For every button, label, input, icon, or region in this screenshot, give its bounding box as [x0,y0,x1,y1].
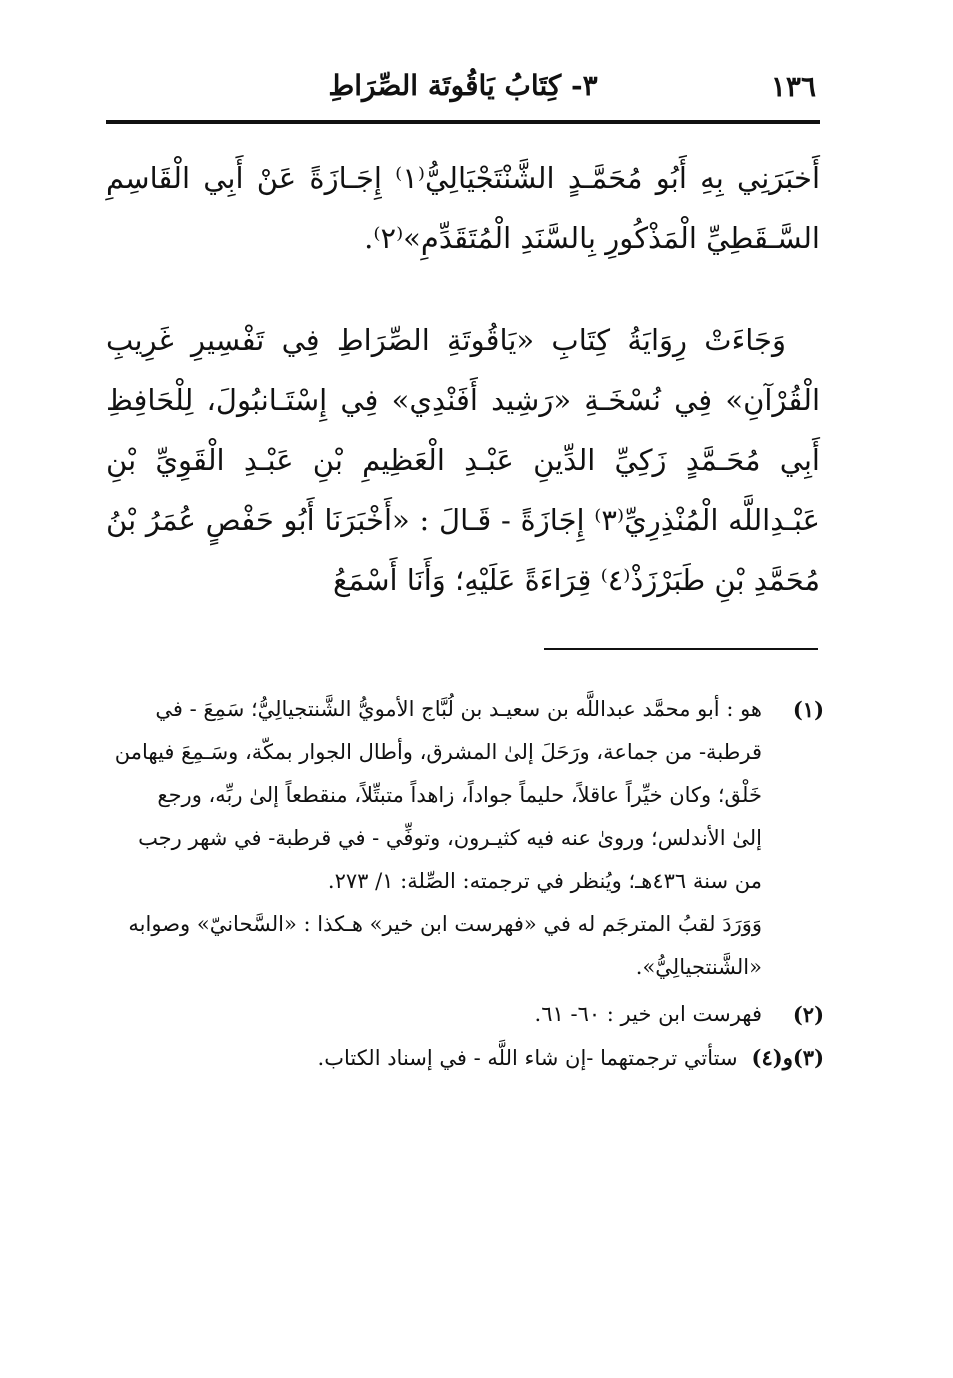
footnote-1-mark: (١) [792,697,824,722]
header-rule [106,120,820,124]
main-text [106,148,820,610]
page-number: ١٣٦ [770,70,816,103]
footnote-1-continuation-line: «الشَّنتجيالِيُّ». [635,955,762,979]
footnote-1-line: خَلْق؛ وكان خيِّراً عاقلاً، حليماً جواداً، زاهداً متبتِّلاً، منقطعاً إلىٰ ربِّه، ورجع [157,783,762,807]
footnote-1-line: هو : أبو محمَّد عبداللَّه بن سعيـد بن لُبَّاج الأمويُّ الشَّنتجيالِيُّ؛ سَمِعَ - في [155,697,762,721]
footnote-1-continuation-line: وَوَرَدَ لقبُ المترجَم له في «فهرست ابن خير» هـكذا : «السَّحانيّ» وصوابه [128,912,762,936]
footnote-1-line: إلىٰ الأندلس؛ وروىٰ عنه فيه كثيـرون، وتوفِّي - في قرطبة- في شهر رجب [138,826,762,850]
footnote-3-4-text: ستأتي ترجمتهما -إن شاء اللَّه - في إسناد الكتاب. [317,1046,738,1070]
footnote-3-4 [106,1036,824,1080]
footnote-1-line: من سنة ٤٣٦هـ؛ ويُنظر في ترجمته: الصِّلة: ١/ ٢٧٣. [327,869,762,893]
paragraph-1: أَخبَرَنِي بِهِ أَبُو مُحَمَّـدٍ الشَّنْتَجْيَالِيُّ⁽١⁾ إِجَـازَةً عَنْ أَبِي الْقَاسِمِ السَّـقَطِيِّ الْمَذْكُورِ بِالسَّنَدِ الْمُتَقَدِّمِ»⁽٢⁾. [106,161,820,255]
footnote-separator [544,648,818,650]
footnote-2 [106,993,824,1036]
footnote-2-text: فهرست ابن خير : ٦٠- ٦١. [534,1002,762,1026]
footnote-2-mark: (٢) [792,1002,824,1027]
footnote-3-4-mark: (٣)و(٤) [751,1045,824,1070]
running-title: ٣- كِتَابُ يَاقُوتَة الصِّرَاطِ [328,69,598,102]
footnotes [106,688,824,1080]
page-header [106,62,820,114]
paragraph-2: وَجَاءَتْ رِوَايَةُ كِتَابِ «يَاقُوتَةِ الصِّرَاطِ فِي تَفْسِيرِ غَرِيبِ الْقُرْآنِ» فِي نُسْخَـةِ «رَشِيد أَفَنْدِي» فِي إِسْتَـانبُولَ، لِلْحَافِظِ أَبِي مُحَـمَّدٍ زَكِيِّ الدِّينِ عَبْـدِ الْعَظِيمِ بْنِ عَبْـدِ الْقَوِيِّ بْنِ عَبْـدِاللَّه الْمُنْذِرِيِّ⁽٣⁾ إِجَازَةً - قَـالَ : «أَخْبَرَنَا أَبُو حَفْصٍ عُمَرُ بْنُ مُحَمَّدِ بْنِ طَبَرْزَذْ⁽٤⁾ قِرَاءَةً عَلَيْهِ؛ وَأَنَا أَسْمَعُ [106,323,820,597]
footnote-1 [106,688,824,989]
footnote-1-line: قرطبة- من جماعة، ورَحَلَ إلىٰ المشرق، وأطال الجوار بمكّة، وسَـمِعَ فيهامن [114,740,762,764]
